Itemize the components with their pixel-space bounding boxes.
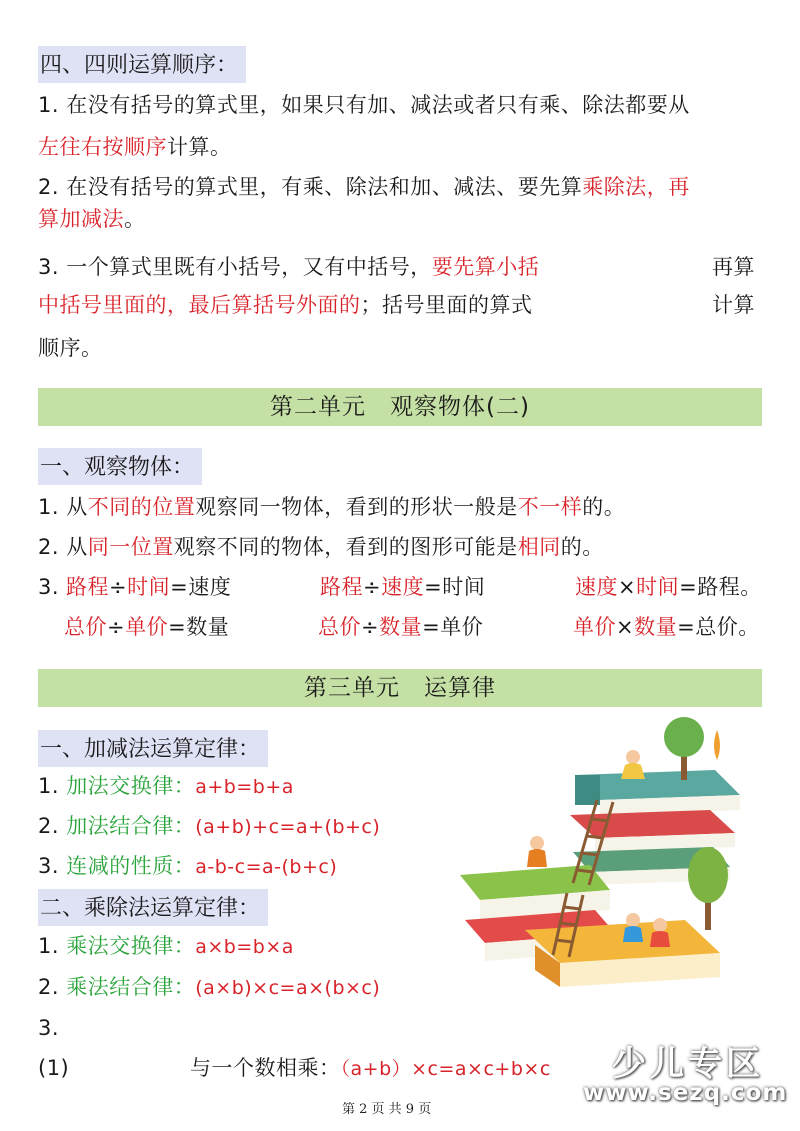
- g2-a: 总价: [318, 615, 361, 639]
- f2-a: 路程: [320, 575, 363, 599]
- rule1-line2: [38, 132, 232, 162]
- g1-b: 单价: [125, 615, 169, 639]
- f1-b: 时间: [127, 575, 171, 599]
- distributive-num: (1): [38, 1056, 70, 1080]
- rule2-line1: [38, 172, 690, 202]
- rule2-text: 2. 在没有括号的算式里，有乘、除法和加、减法、要先算: [38, 175, 583, 199]
- f2-op: ÷: [363, 575, 382, 599]
- observe2-red2: 相同: [517, 535, 561, 559]
- m1-num: 1.: [38, 934, 60, 958]
- rule3-line3: 顺序。: [38, 336, 103, 360]
- distributive-line: [190, 1053, 551, 1084]
- formula-unit-price: [318, 612, 483, 642]
- observe2-b: 观察不同的物体，看到的图形可能是: [173, 535, 518, 559]
- rule3-line2: [38, 290, 533, 320]
- g3-op: ×: [616, 615, 635, 639]
- m2-name: 乘法结合律：: [66, 975, 196, 999]
- formula-time: [320, 572, 485, 602]
- g2-b: 数量: [379, 615, 423, 639]
- observe1-a: 1. 从: [38, 495, 88, 519]
- m2-formula: (a×b)×c=a×(b×c): [195, 977, 381, 999]
- unit2-title-band: 第二单元 观察物体(二): [38, 388, 762, 426]
- rule1-highlight: 左往右按顺序: [38, 135, 167, 159]
- rule3-right-2: 计算: [712, 293, 755, 317]
- observe2-c: 的。: [560, 535, 604, 559]
- formula-distance: [575, 572, 762, 602]
- a1-num: 1.: [38, 774, 60, 798]
- rule2-tail: 。: [124, 207, 146, 231]
- unit3-heading2: 二、乘除法运算定律：: [38, 889, 268, 926]
- f3-op: ×: [618, 575, 637, 599]
- unit3-title-band: 第三单元 运算律: [38, 669, 762, 707]
- rule3-right-1: 再算: [712, 255, 755, 279]
- law-mul-commutative: [38, 931, 294, 962]
- observe1-c: 的。: [582, 495, 626, 519]
- books-illustration: [455, 715, 755, 1015]
- section-heading-order: 四、四则运算顺序：: [38, 46, 246, 83]
- watermark-brand: 少儿专区: [612, 1044, 764, 1084]
- watermark-url: www.sezq.com: [583, 1080, 788, 1106]
- f1-a: 路程: [66, 575, 109, 599]
- a2-formula: (a+b)+c=a+(b+c): [195, 816, 381, 838]
- f2-b: 速度: [381, 575, 425, 599]
- a1-formula: a+b=b+a: [195, 776, 294, 798]
- observe-line1: [38, 492, 625, 522]
- rule3-text: 3. 一个算式里既有小括号，又有中括号，: [38, 255, 432, 279]
- rule3-mid: ；括号里面的算式: [360, 293, 533, 317]
- m1-formula: a×b=b×a: [195, 936, 294, 958]
- formula-quantity: [64, 612, 229, 642]
- rule3-line1: [38, 252, 539, 282]
- p1-text: 与一个数相乘：: [190, 1056, 341, 1080]
- page-footer: 第 2 页 共 9 页: [342, 1102, 432, 1117]
- g3-r: =总价。: [677, 615, 760, 639]
- m1-name: 乘法交换律：: [66, 934, 196, 958]
- rule1-line1: 1. 在没有括号的算式里，如果只有加、减法或者只有乘、除法都要从: [38, 93, 690, 117]
- f2-r: =时间: [424, 575, 486, 599]
- a3-num: 3.: [38, 854, 60, 878]
- observe1-red1: 不同的位置: [87, 495, 196, 519]
- law-consecutive-sub: [38, 851, 337, 882]
- law-add-commutative: [38, 771, 294, 802]
- rule2-highlight: 乘除法，再: [582, 175, 690, 199]
- unit3-heading1: 一、加减法运算定律：: [38, 730, 268, 767]
- f1-op: ÷: [109, 575, 128, 599]
- g1-a: 总价: [64, 615, 107, 639]
- a3-formula: a-b-c=a-(b+c): [195, 856, 338, 878]
- formula-total: [573, 612, 760, 642]
- law-mul-item3-num: 3.: [38, 1016, 60, 1040]
- f3-a: 速度: [575, 575, 618, 599]
- formula-speed: [66, 572, 231, 602]
- p1-formula: （a+b）×c=a×c+b×c: [340, 1058, 551, 1080]
- g3-b: 数量: [634, 615, 678, 639]
- f3-r: =路程。: [679, 575, 762, 599]
- g1-op: ÷: [107, 615, 126, 639]
- unit2-heading: 一、观察物体：: [38, 448, 202, 485]
- observe1-red2: 不一样: [517, 495, 583, 519]
- f3-b: 时间: [636, 575, 680, 599]
- rule3-highlight-2: 中括号里面的，最后算括号外面的: [38, 293, 361, 317]
- a2-num: 2.: [38, 814, 60, 838]
- observe1-b: 观察同一物体，看到的形状一般是: [195, 495, 518, 519]
- g3-a: 单价: [573, 615, 616, 639]
- rule2-line2: [38, 204, 146, 234]
- observe-line2: [38, 532, 604, 562]
- a1-name: 加法交换律：: [66, 774, 196, 798]
- g1-r: =数量: [168, 615, 230, 639]
- law-add-associative: [38, 811, 380, 842]
- a3-name: 连减的性质：: [66, 854, 196, 878]
- g2-op: ÷: [361, 615, 380, 639]
- f1-r: =速度: [170, 575, 232, 599]
- formula-num: 3.: [38, 575, 60, 599]
- rule2-highlight-2: 算加减法: [38, 207, 124, 231]
- observe2-red1: 同一位置: [87, 535, 174, 559]
- g2-r: =单价: [422, 615, 484, 639]
- observe2-a: 2. 从: [38, 535, 88, 559]
- rule3-highlight: 要先算小括: [431, 255, 540, 279]
- law-mul-associative: [38, 972, 380, 1003]
- rule1-tail: 计算。: [167, 135, 232, 159]
- m2-num: 2.: [38, 975, 60, 999]
- a2-name: 加法结合律：: [66, 814, 196, 838]
